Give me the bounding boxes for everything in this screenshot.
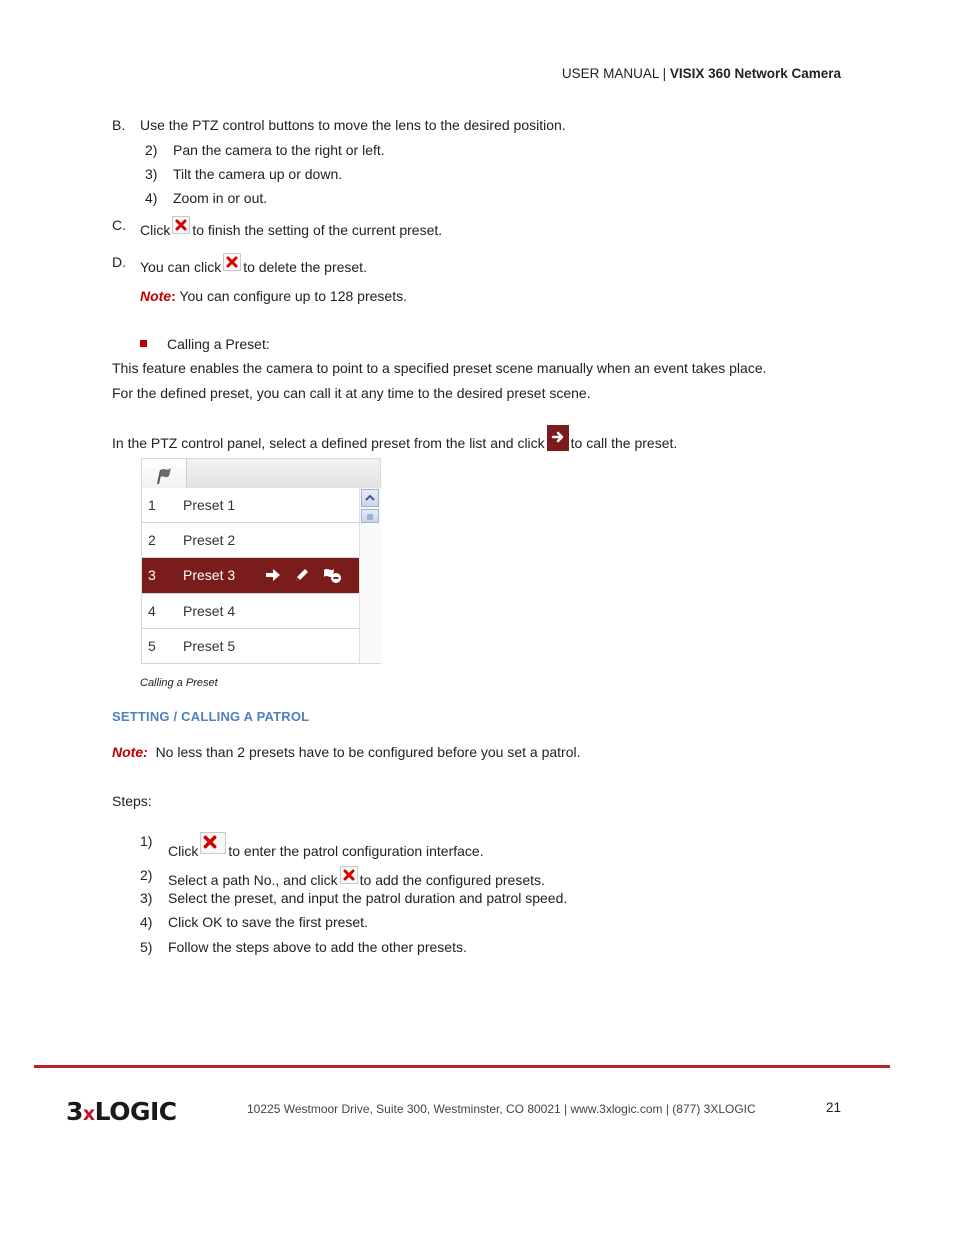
call-preset-icon xyxy=(547,425,569,451)
step-c xyxy=(112,216,443,238)
header-product: VISIX 360 Network Camera xyxy=(669,66,841,81)
preset-list xyxy=(142,488,359,664)
paragraph: This feature enables the camera to point to a specified preset scene manually when an event takes place. xyxy=(112,360,767,376)
header-separator: | xyxy=(662,66,667,81)
paragraph-text-post: to call the preset. xyxy=(570,435,678,451)
step-text: Follow the steps above to add the other presets. xyxy=(168,939,467,955)
substep xyxy=(145,165,343,183)
substep-text: Tilt the camera up or down. xyxy=(173,166,343,182)
add-preset-icon xyxy=(340,866,358,884)
note-presets xyxy=(140,287,407,305)
preset-number: 2 xyxy=(148,532,156,548)
preset-row[interactable] xyxy=(142,629,359,664)
step-text: Click OK to save the first preset. xyxy=(168,914,368,930)
step-marker: 3) xyxy=(140,890,153,906)
preset-number: 3 xyxy=(148,567,156,583)
substep-marker: 2) xyxy=(145,142,158,158)
preset-name: Preset 2 xyxy=(183,532,236,548)
substep-text: Zoom in or out. xyxy=(173,190,268,206)
scroll-up-button[interactable] xyxy=(361,489,379,507)
substep xyxy=(145,189,268,207)
call-arrow-icon[interactable] xyxy=(264,566,282,587)
substep-marker: 4) xyxy=(145,190,158,206)
paragraph-call xyxy=(112,425,677,452)
paragraph-text-pre: In the PTZ control panel, select a defined preset from the list and click xyxy=(112,435,545,451)
delete-preset-icon xyxy=(223,253,241,271)
preset-row-selected[interactable] xyxy=(142,558,359,594)
flag-icon xyxy=(153,464,175,486)
preset-number: 4 xyxy=(148,603,156,619)
delete-preset-action-icon[interactable] xyxy=(322,566,342,587)
company-logo xyxy=(66,1097,177,1126)
step-text-pre: Click xyxy=(140,222,171,238)
header-manual: USER MANUAL xyxy=(561,66,659,81)
step-text: Use the PTZ control buttons to move the lens to the desired position. xyxy=(140,117,566,133)
preset-number: 1 xyxy=(148,497,156,513)
note-patrol xyxy=(112,743,581,761)
note-text: You can configure up to 128 presets. xyxy=(175,288,407,304)
step-marker: 1) xyxy=(140,833,153,849)
step-marker: 5) xyxy=(140,939,153,955)
tab-presets[interactable] xyxy=(142,459,187,489)
steps-label: Steps: xyxy=(112,793,152,809)
patrol-step xyxy=(140,832,484,859)
step-text-post: to enter the patrol configuration interface. xyxy=(228,843,484,859)
preset-panel xyxy=(141,458,381,664)
substep xyxy=(145,141,385,159)
step-text-post: to finish the setting of the current preset. xyxy=(192,222,443,238)
patrol-config-icon xyxy=(200,832,226,854)
step-marker: B. xyxy=(112,117,126,133)
preset-number: 5 xyxy=(148,638,156,654)
step-marker: 2) xyxy=(140,867,153,883)
note-colon: : xyxy=(171,288,176,304)
pencil-icon[interactable] xyxy=(293,566,311,587)
step-marker: 4) xyxy=(140,914,153,930)
preset-row[interactable] xyxy=(142,488,359,523)
step-marker: C. xyxy=(112,217,126,233)
logo-part: 3 xyxy=(66,1097,83,1126)
logo-x: x xyxy=(82,1103,95,1125)
page-header xyxy=(562,66,841,81)
chevron-up-icon xyxy=(362,490,378,506)
step-text-pre: You can click xyxy=(140,259,222,275)
preset-name: Preset 4 xyxy=(183,603,236,619)
preset-name: Preset 1 xyxy=(183,497,236,513)
footer-address: 10225 Westmoor Drive, Suite 300, Westminster, CO 80021 | www.3xlogic.com | (877) 3XLOGIC xyxy=(247,1102,756,1116)
note-label: Note xyxy=(140,288,172,304)
step-marker: D. xyxy=(112,254,126,270)
step-text: Select the preset, and input the patrol duration and patrol speed. xyxy=(168,890,568,906)
patrol-step xyxy=(140,938,467,956)
substep-text: Pan the camera to the right or left. xyxy=(173,142,385,158)
note-label: Note: xyxy=(112,744,148,760)
scroll-thumb[interactable] xyxy=(361,509,379,523)
step-b xyxy=(112,116,566,134)
preset-row[interactable] xyxy=(142,523,359,558)
logo-part: LOGIC xyxy=(94,1097,177,1126)
preset-row[interactable] xyxy=(142,594,359,629)
figure-caption: Calling a Preset xyxy=(140,677,218,689)
step-d xyxy=(112,253,367,275)
preset-name: Preset 5 xyxy=(183,638,236,654)
patrol-step xyxy=(140,889,568,907)
step-text-pre: Click xyxy=(168,843,199,859)
panel-tab-bar xyxy=(142,459,380,489)
step-text-pre: Select a path No., and click xyxy=(168,872,338,888)
bullet-calling-preset xyxy=(140,335,270,353)
paragraph: For the defined preset, you can call it at any time to the desired preset scene. xyxy=(112,385,591,401)
bullet-text: Calling a Preset: xyxy=(167,336,270,352)
preset-actions xyxy=(264,566,349,587)
section-title: SETTING / CALLING A PATROL xyxy=(112,709,310,724)
preset-scrollbar[interactable] xyxy=(359,488,381,663)
page-number: 21 xyxy=(826,1100,842,1115)
substep-marker: 3) xyxy=(145,166,158,182)
preset-name: Preset 3 xyxy=(183,567,236,583)
patrol-step xyxy=(140,866,545,888)
step-text-post: to delete the preset. xyxy=(243,259,367,275)
step-text-post: to add the configured presets. xyxy=(359,872,545,888)
patrol-step xyxy=(140,913,368,931)
square-bullet-icon xyxy=(140,340,147,347)
footer-rule xyxy=(34,1065,890,1068)
save-preset-icon xyxy=(172,216,190,234)
note-text: No less than 2 presets have to be configured before you set a patrol. xyxy=(155,744,581,760)
